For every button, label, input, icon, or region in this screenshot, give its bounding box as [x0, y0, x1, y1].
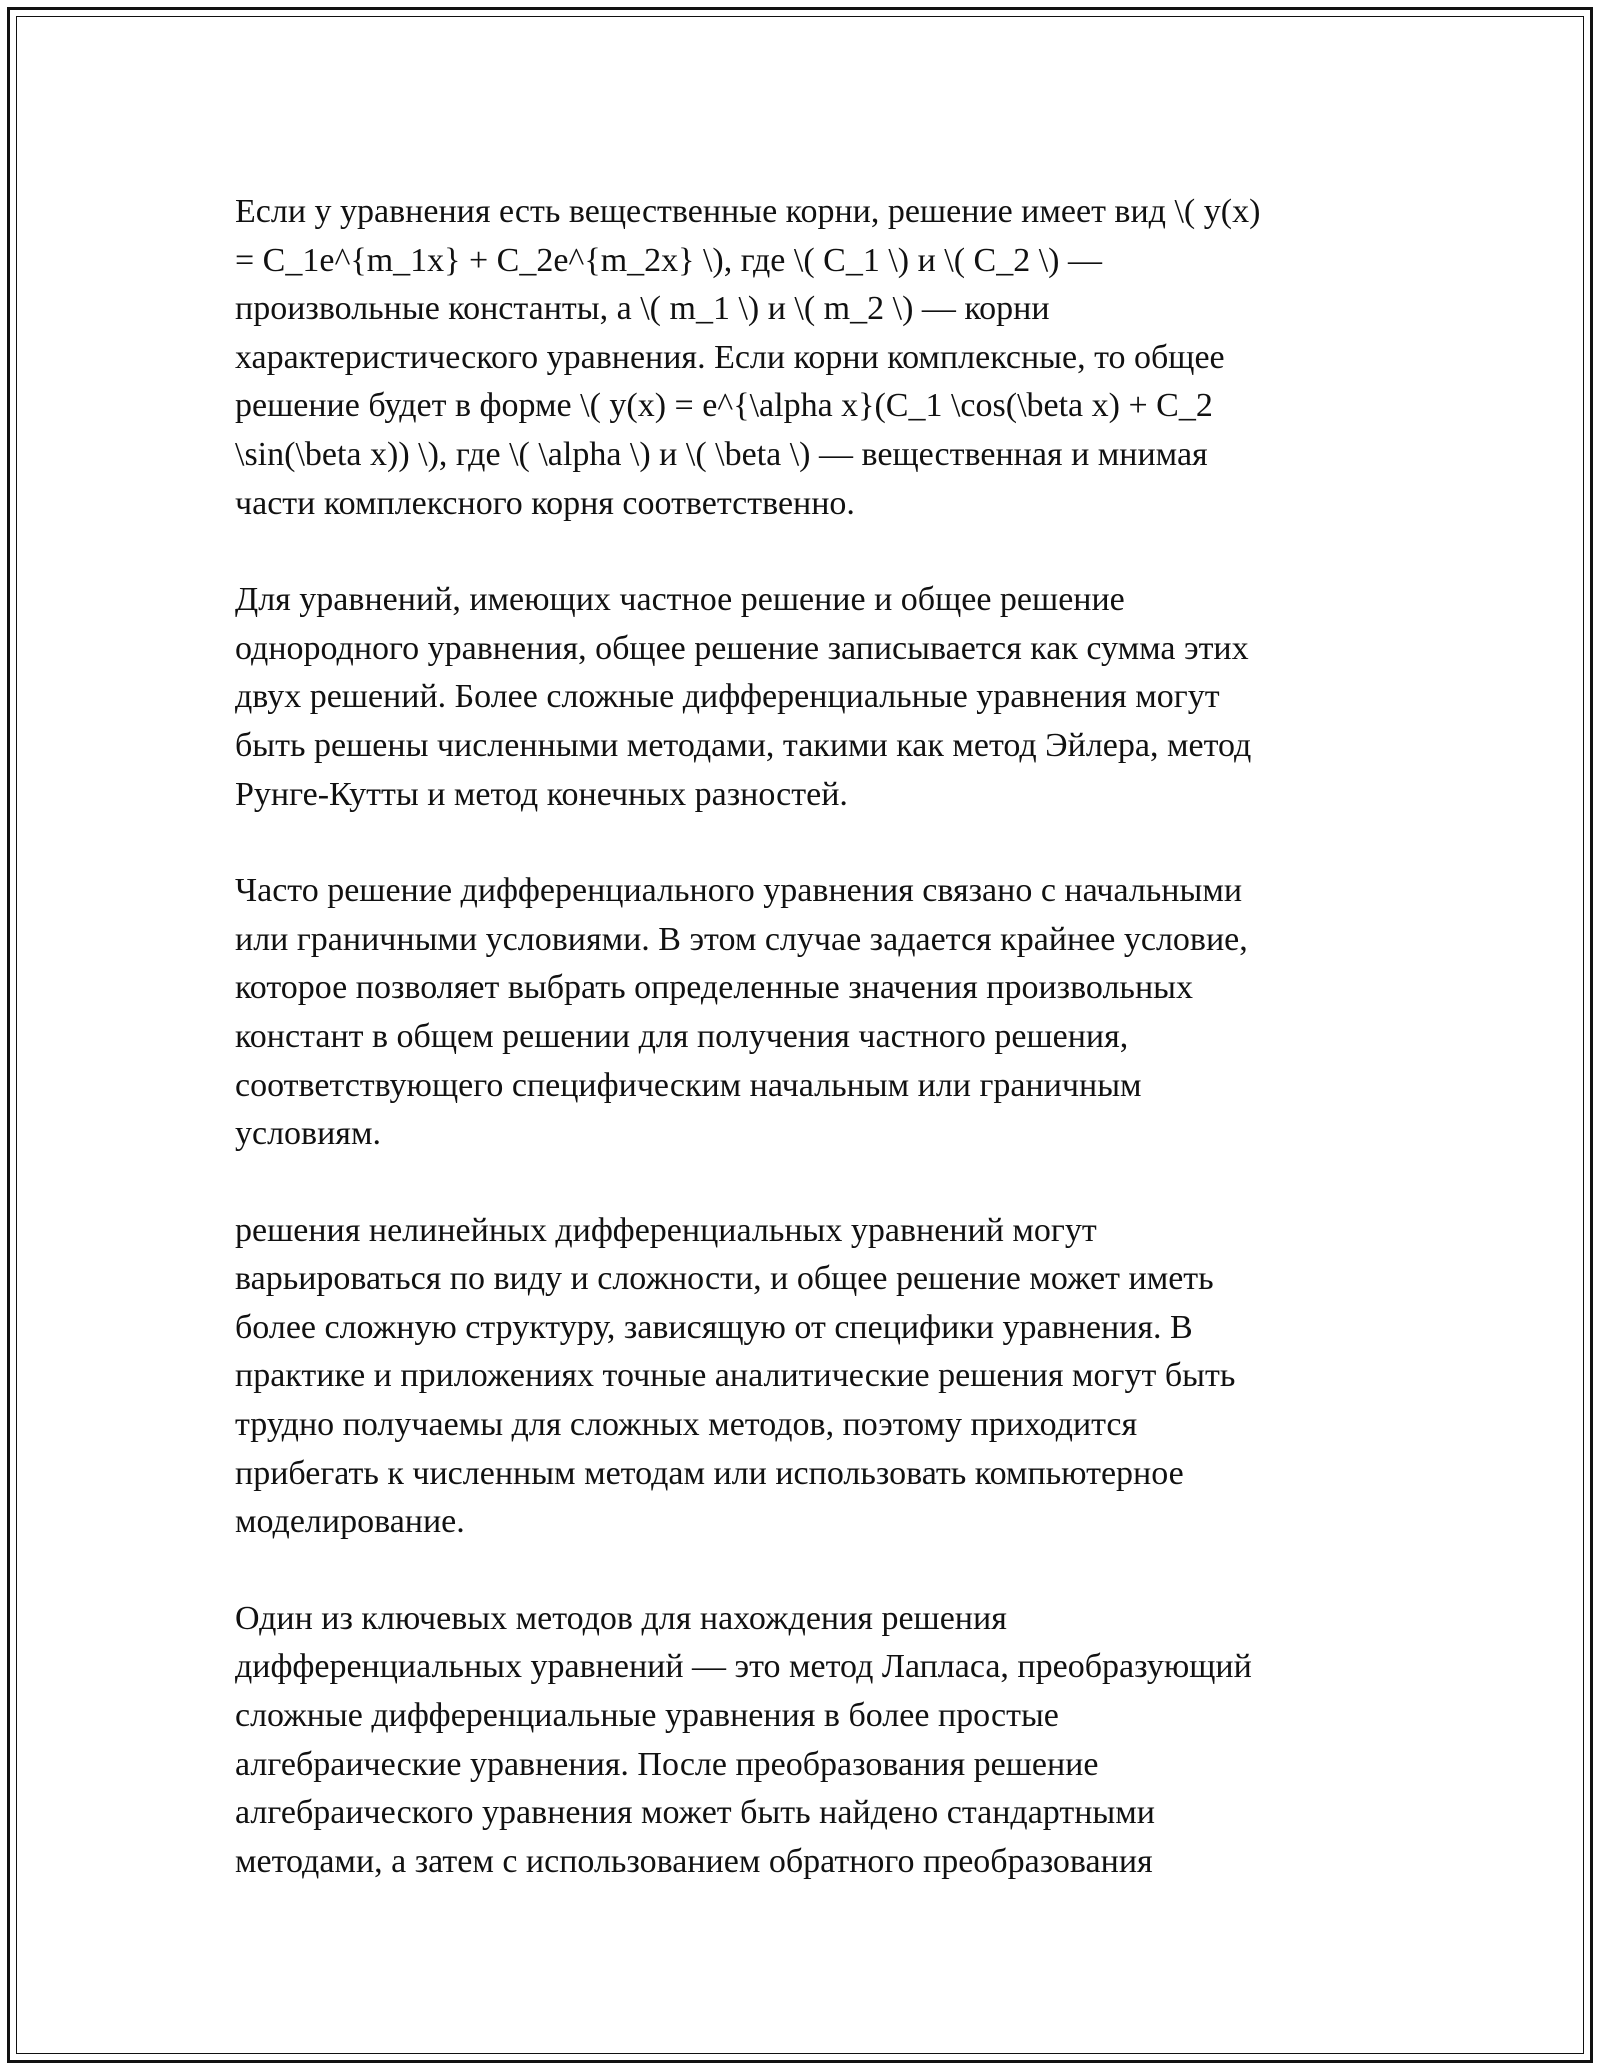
paragraph-nonlinear-equations: решения нелинейных дифференциальных уравнений могут варьироваться по виду и сложности, и общее решение может иметь более сложную структуру, зависящую от специфики уравнения. В практике и приложениях точные аналитические решения могут быть трудно получаемы для сложных методов, поэтому приходится прибегать к численным методам или использовать компьютерное моделирование.: [235, 1211, 1236, 1541]
paragraph-real-roots: Если у уравнения есть вещественные корни, решение имеет вид \( y(x) = C_1e^{m_1x} + C_2e^{m_2x} \), где \( C_1 \) и \( C_2 \) — произвольные константы, а \( m_1 \) и \( m_2 \) — корни характеристического уравнения. Если корни комплексные, то общее решение будет в форме \( y(x) = e^{\alpha x}(C_1 \cos(\beta x) + C_2 \sin(\beta x)) \), где \( \alpha \) и \( \beta \) — вещественная и мнимая части комплексного корня соответственно.: [235, 193, 1261, 522]
document-body: [235, 188, 1355, 1934]
paragraph-boundary-conditions: Часто решение дифференциального уравнения связано с начальными или граничными условиями. В этом случае задается крайнее условие, которое позволяет выбрать определенные значения произвольных констант в общем решении для получения частного решения, соответствующего специфическим начальным или граничным условиям.: [235, 872, 1248, 1153]
paragraph-particular-solution: Для уравнений, имеющих частное решение и общее решение однородного уравнения, общее решение записывается как сумма этих двух решений. Более сложные дифференциальные уравнения могут быть решены численными методами, такими как метод Эйлера, метод Рунге-Кутты и метод конечных разностей.: [235, 581, 1252, 813]
paragraph-laplace-method: Один из ключевых методов для нахождения решения дифференциальных уравнений — это метод Лапласа, преобразующий сложные дифференциальные уравнения в более простые алгебраические уравнения. После преобразования решение алгебраического уравнения может быть найдено стандартными методами, а затем с использованием обратного преобразования: [235, 1599, 1252, 1880]
